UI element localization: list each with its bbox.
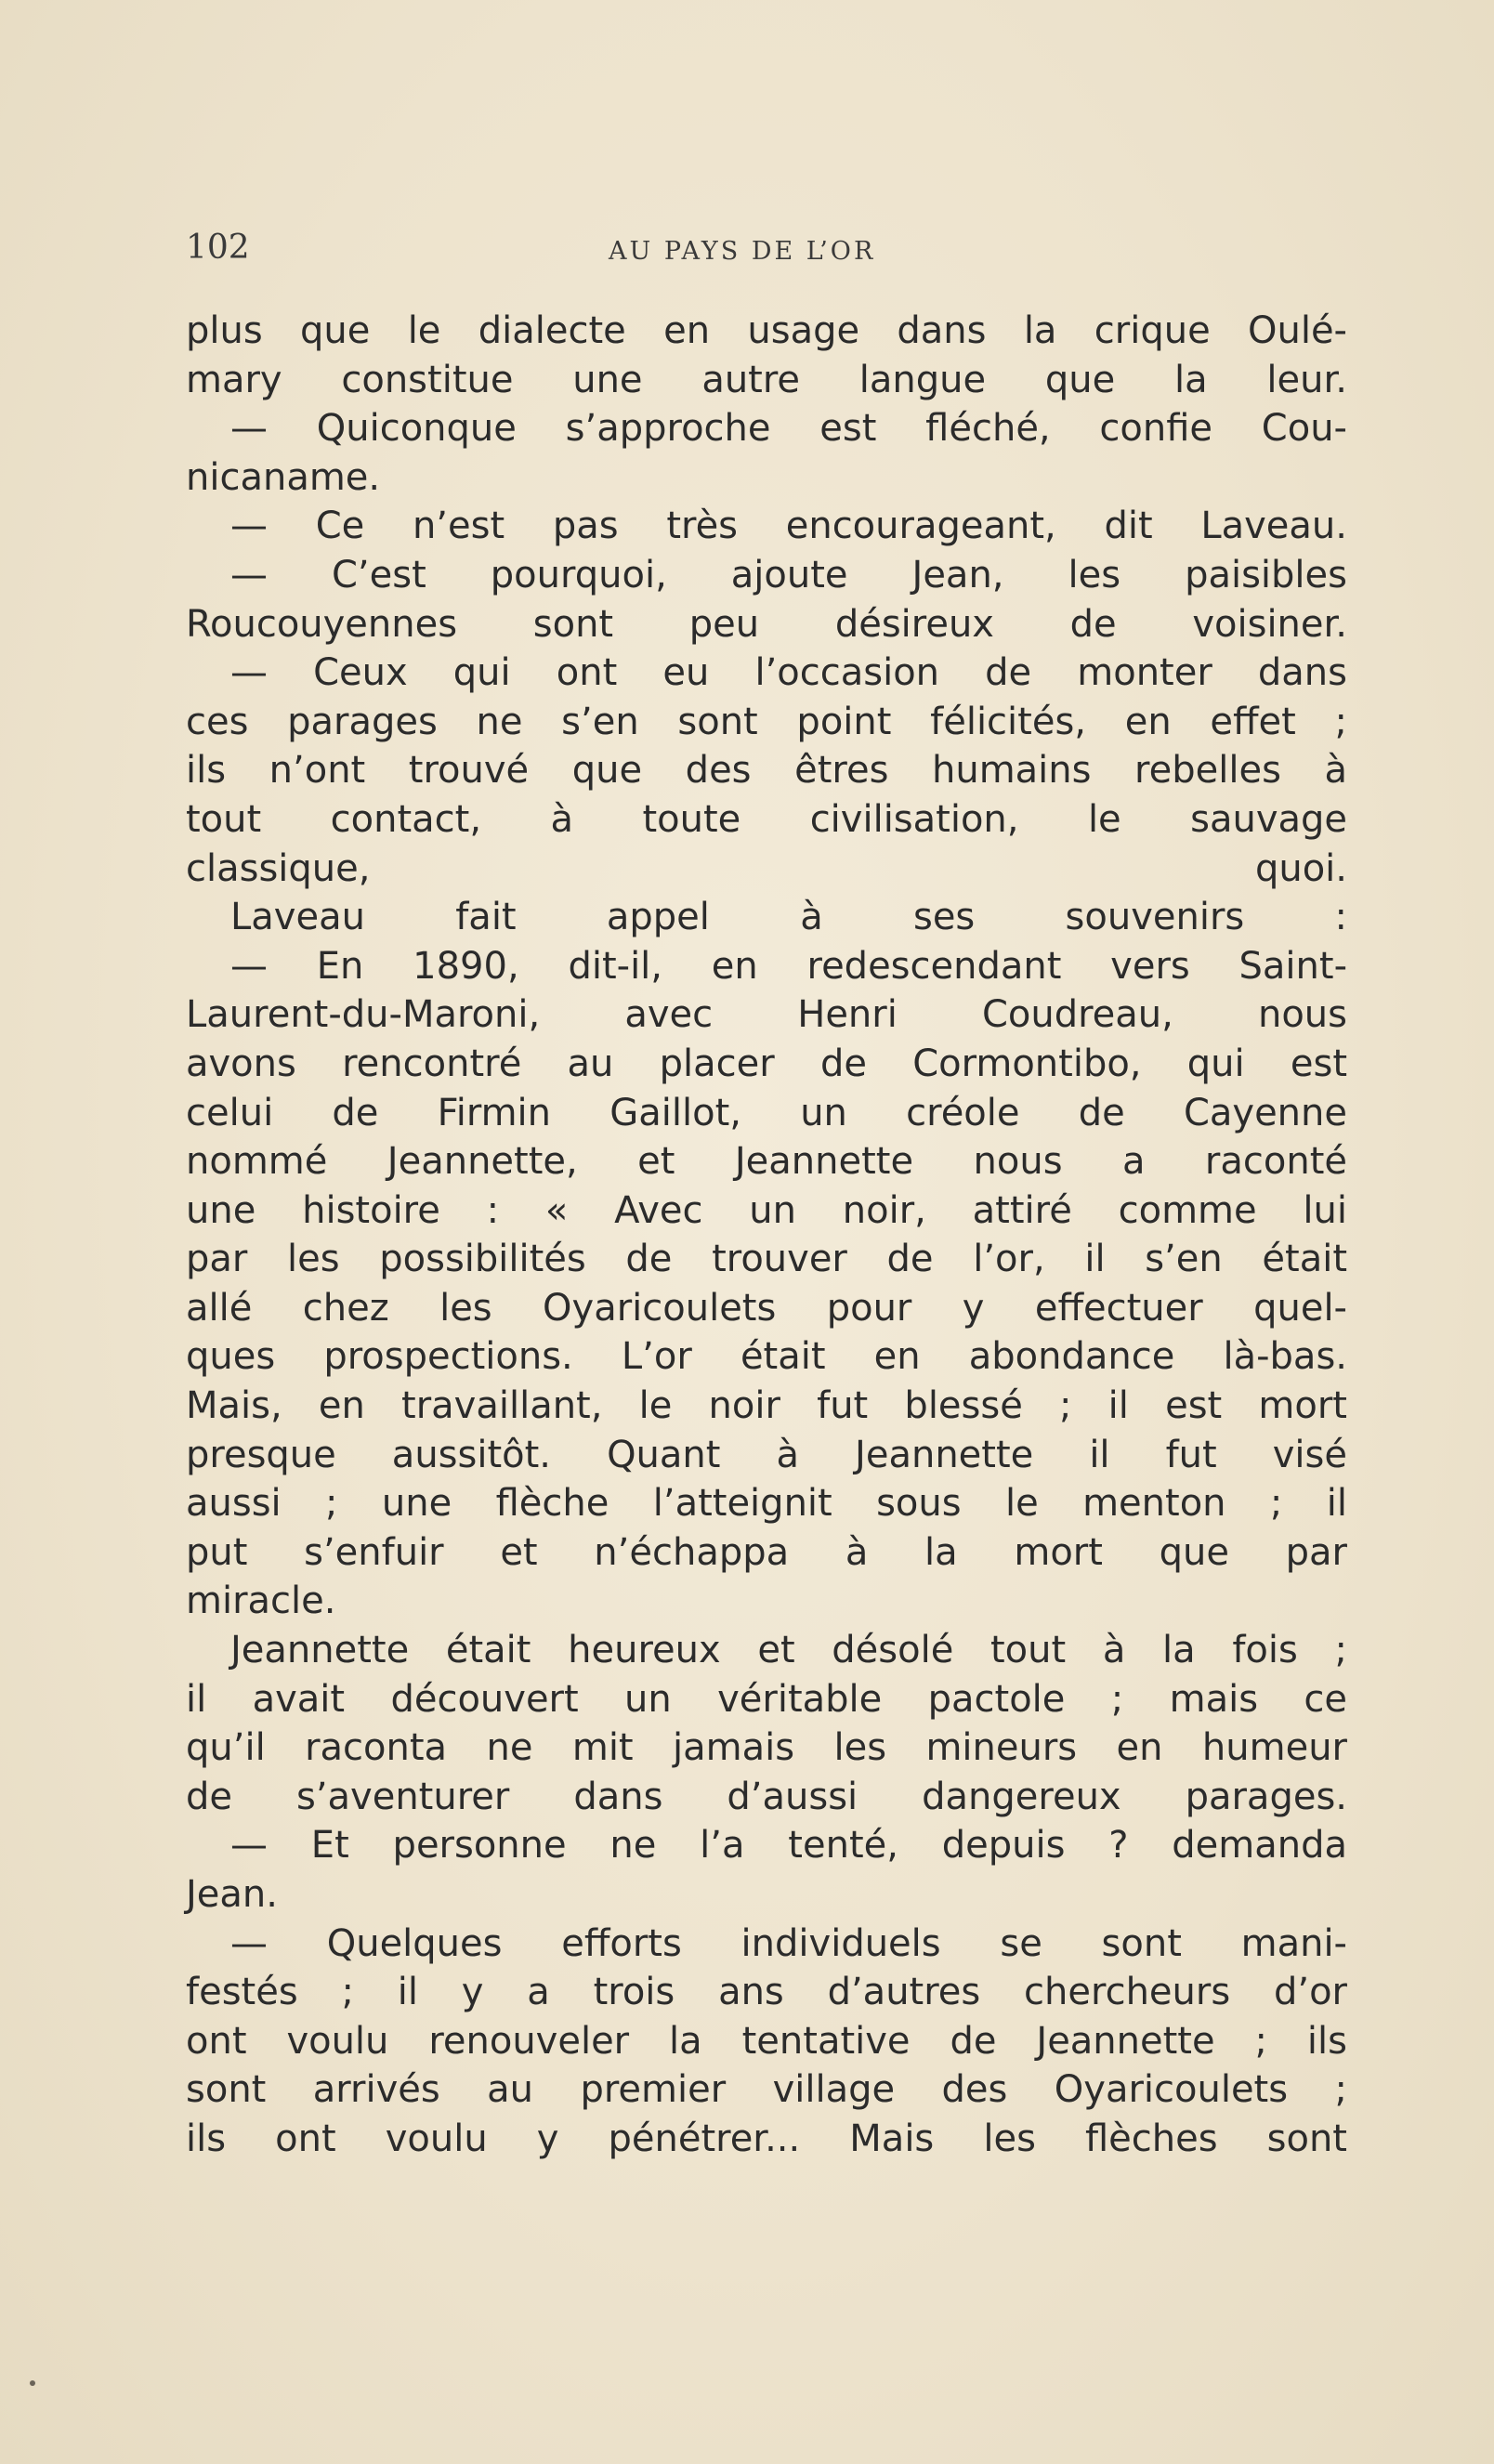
paragraph (186, 990, 1347, 1626)
paragraph (186, 1920, 1347, 1969)
paragraph (186, 1821, 1347, 1870)
text-line: tout contact, à toute civilisation, le sauvage (186, 797, 1347, 841)
text-line: — Et personne ne l’a tenté, depuis ? demanda (230, 1824, 1347, 1868)
text-line: qu’il raconta ne mit jamais les mineurs en humeur (186, 1726, 1347, 1770)
paragraph (186, 551, 1347, 600)
paragraph (186, 1626, 1347, 1675)
paragraph (186, 1968, 1347, 2163)
paragraph (186, 600, 1347, 649)
paragraph (186, 1675, 1347, 1822)
text-line: ont voulu renouveler la tentative de Jeannette ; ils (186, 2019, 1347, 2063)
text-line: Mais, en travaillant, le noir fut blessé ; il est mort (186, 1384, 1347, 1428)
text-line: de s’aventurer dans d’aussi dangereux parages. (186, 1775, 1347, 1818)
text-line: miracle. (186, 1579, 336, 1623)
text-line: par les possibilités de trouver de l’or, il s’en était (186, 1238, 1347, 1281)
paragraph (186, 1870, 1347, 1920)
body-text (186, 307, 1347, 2164)
text-line: plus que le dialecte en usage dans la crique Oulé- (186, 309, 1347, 352)
text-line: allé chez les Oyaricoulets pour y effectuer quel- (186, 1286, 1347, 1330)
paragraph (186, 307, 1347, 404)
text-line: Laveau fait appel à ses souvenirs : (230, 896, 1347, 939)
text-line: Laurent-du-Maroni, avec Henri Coudreau, nous (186, 993, 1347, 1037)
text-line: Jeannette était heureux et désolé tout à la fois ; (230, 1629, 1347, 1672)
text-line: — En 1890, dit-il, en redescendant vers Saint- (230, 944, 1347, 988)
text-line: aussi ; une flèche l’atteignit sous le menton ; il (186, 1482, 1347, 1526)
paper-speck (30, 2380, 35, 2386)
page-number: 102 (186, 229, 250, 267)
text-line: presque aussitôt. Quant à Jeannette il fut visé (186, 1433, 1347, 1476)
text-line: Jean. (186, 1873, 278, 1916)
text-line: — Ce n’est pas très encourageant, dit Laveau. (230, 505, 1347, 548)
text-line: ils ont voulu y pénétrer... Mais les flèches sont (186, 2117, 1347, 2160)
text-line: festés ; il y a trois ans d’autres chercheurs d’or (186, 1971, 1347, 2014)
paragraph (186, 698, 1347, 893)
text-line: — Quiconque s’approche est fléché, confie Cou- (230, 407, 1347, 451)
paragraph (186, 942, 1347, 991)
paragraph (186, 893, 1347, 942)
paragraph (186, 404, 1347, 453)
text-line: Roucouyennes sont peu désireux de voisiner. (186, 602, 1347, 646)
page-header (186, 225, 1347, 271)
text-line: put s’enfuir et n’échappa à la mort que par (186, 1530, 1347, 1574)
text-line: mary constitue une autre langue que la leur. (186, 358, 1347, 401)
text-line: sont arrivés au premier village des Oyaricoulets ; (186, 2068, 1347, 2112)
text-line: classique, quoi. (186, 846, 1347, 890)
paragraph (186, 502, 1347, 551)
text-line: une histoire : « Avec un noir, attiré comme lui (186, 1188, 1347, 1232)
text-line: celui de Firmin Gaillot, un créole de Cayenne (186, 1091, 1347, 1134)
paragraph (186, 453, 1347, 503)
running-title: AU PAYS DE L’OR (609, 237, 876, 266)
text-line: ils n’ont trouvé que des êtres humains rebelles à (186, 749, 1347, 793)
text-line: avons rencontré au placer de Cormontibo, qui est (186, 1042, 1347, 1085)
text-line: nommé Jeannette, et Jeannette nous a raconté (186, 1140, 1347, 1184)
text-line: — Ceux qui ont eu l’occasion de monter dans (230, 651, 1347, 695)
text-line: ques prospections. L’or était en abondance là-bas. (186, 1335, 1347, 1379)
text-line: nicaname. (186, 455, 381, 499)
text-line: ces parages ne s’en sont point félicités, en effet ; (186, 700, 1347, 743)
text-line: — C’est pourquoi, ajoute Jean, les paisibles (230, 553, 1347, 596)
paragraph (186, 649, 1347, 698)
text-line: il avait découvert un véritable pactole ; mais ce (186, 1677, 1347, 1721)
text-line: — Quelques efforts individuels se sont mani- (230, 1921, 1347, 1965)
